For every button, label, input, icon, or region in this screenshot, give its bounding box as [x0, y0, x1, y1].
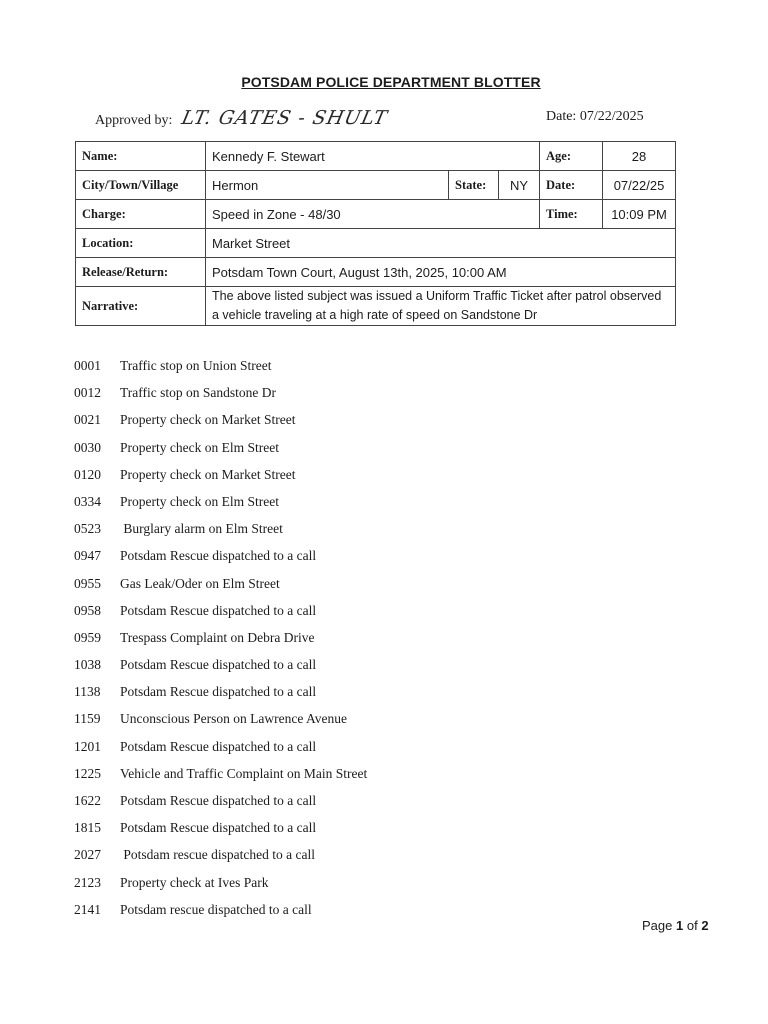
log-description: Potsdam rescue dispatched to a call — [120, 847, 315, 863]
narrative-line-2: a vehicle traveling at a high rate of speed on Sandstone Dr — [212, 308, 538, 322]
record-row-location — [76, 229, 676, 258]
log-description: Property check on Market Street — [120, 466, 296, 482]
log-time: 1201 — [74, 738, 101, 754]
log-entry — [74, 790, 367, 817]
log-entry — [74, 763, 367, 790]
incident-record-table — [75, 141, 676, 326]
log-time: 1159 — [74, 711, 101, 727]
charge-value: Speed in Zone - 48/30 — [206, 200, 540, 229]
log-time: 0030 — [74, 439, 101, 455]
record-row-city — [76, 171, 676, 200]
log-description: Traffic stop on Sandstone Dr — [120, 385, 276, 401]
record-row-narrative — [76, 287, 676, 326]
release-label: Release/Return: — [76, 258, 206, 287]
release-value: Potsdam Town Court, August 13th, 2025, 10:00 AM — [206, 258, 676, 287]
approved-by — [95, 107, 390, 129]
time-label: Time: — [540, 200, 603, 229]
log-entry — [74, 600, 367, 627]
charge-label: Charge: — [76, 200, 206, 229]
log-entry — [74, 437, 367, 464]
state-value: NY — [499, 171, 540, 200]
log-time: 0120 — [74, 466, 101, 482]
name-value: Kennedy F. Stewart — [206, 142, 540, 171]
log-entry — [74, 899, 367, 926]
log-description: Trespass Complaint on Debra Drive — [120, 629, 315, 645]
log-time: 1225 — [74, 765, 101, 781]
log-entry — [74, 627, 367, 654]
log-time: 1815 — [74, 820, 101, 836]
log-time: 0001 — [74, 358, 101, 373]
city-value: Hermon — [206, 171, 449, 200]
log-description: Potsdam Rescue dispatched to a call — [120, 684, 317, 700]
name-label: Name: — [76, 142, 206, 171]
log-entry — [74, 491, 367, 518]
log-time: 0958 — [74, 602, 101, 618]
page-current: 1 — [676, 918, 684, 933]
log-description: Vehicle and Traffic Complaint on Main Street — [120, 765, 368, 781]
of-word: of — [686, 918, 698, 933]
log-description: Potsdam Rescue dispatched to a call — [120, 548, 317, 564]
log-entry — [74, 355, 367, 382]
page-title: POTSDAM POLICE DEPARTMENT BLOTTER — [241, 74, 541, 90]
page-word: Page — [642, 918, 673, 933]
log-entry — [74, 573, 367, 600]
log-description: Potsdam Rescue dispatched to a call — [120, 793, 317, 808]
log-time: 2123 — [74, 874, 101, 890]
log-entry — [74, 681, 367, 708]
log-description: Potsdam Rescue dispatched to a call — [120, 657, 317, 673]
log-time: 1622 — [74, 793, 101, 808]
log-time: 2141 — [74, 901, 101, 917]
log-entry — [74, 409, 367, 436]
time-value: 10:09 PM — [603, 200, 676, 229]
page-total: 2 — [701, 918, 709, 933]
approver-signature: LT. GATES - SHULT — [179, 107, 390, 129]
log-time: 1038 — [74, 657, 101, 673]
narrative-label: Narrative: — [76, 287, 206, 326]
record-row-name — [76, 142, 676, 171]
blotter-log — [74, 355, 367, 926]
location-value: Market Street — [206, 229, 676, 258]
city-label: City/Town/Village — [76, 171, 206, 200]
log-description: Potsdam Rescue dispatched to a call — [120, 738, 317, 754]
log-description: Potsdam Rescue dispatched to a call — [120, 602, 317, 618]
log-entry — [74, 736, 367, 763]
narrative-line-1: The above listed subject was issued a Uniform Traffic Ticket after patrol observed — [212, 289, 662, 303]
narrative-value — [206, 287, 676, 326]
log-entry — [74, 817, 367, 844]
log-entry — [74, 872, 367, 899]
log-time: 0959 — [74, 629, 101, 645]
log-description: Unconscious Person on Lawrence Avenue — [120, 711, 347, 727]
age-value: 28 — [603, 142, 676, 171]
log-time: 0334 — [74, 493, 101, 509]
log-entry — [74, 545, 367, 572]
log-description: Property check at Ives Park — [120, 874, 269, 890]
log-description: Property check on Elm Street — [120, 493, 279, 509]
log-description: Burglary alarm on Elm Street — [120, 521, 283, 537]
log-entry — [74, 464, 367, 491]
date-label: Date: — [540, 171, 603, 200]
state-label: State: — [449, 171, 499, 200]
log-description: Traffic stop on Union Street — [120, 358, 272, 373]
log-description: Property check on Elm Street — [120, 439, 279, 455]
log-entry — [74, 382, 367, 409]
log-description: Gas Leak/Oder on Elm Street — [120, 575, 280, 591]
log-entry — [74, 518, 367, 545]
log-time: 0523 — [74, 521, 101, 537]
log-entry — [74, 654, 367, 681]
log-time: 0955 — [74, 575, 101, 591]
log-description: Property check on Market Street — [120, 412, 296, 428]
log-time: 2027 — [74, 847, 101, 863]
location-label: Location: — [76, 229, 206, 258]
log-entry — [74, 844, 367, 871]
log-time: 1138 — [74, 684, 101, 700]
age-label: Age: — [540, 142, 603, 171]
log-time: 0012 — [74, 385, 101, 401]
record-row-charge — [76, 200, 676, 229]
log-time: 0947 — [74, 548, 101, 564]
log-description: Potsdam Rescue dispatched to a call — [120, 820, 317, 836]
page-number — [642, 918, 709, 933]
record-row-release — [76, 258, 676, 287]
log-description: Potsdam rescue dispatched to a call — [120, 901, 312, 917]
approved-label: Approved by: — [95, 113, 173, 128]
date-value: 07/22/25 — [603, 171, 676, 200]
log-entry — [74, 708, 367, 735]
document-date: Date: 07/22/2025 — [546, 109, 644, 124]
log-time: 0021 — [74, 412, 101, 428]
